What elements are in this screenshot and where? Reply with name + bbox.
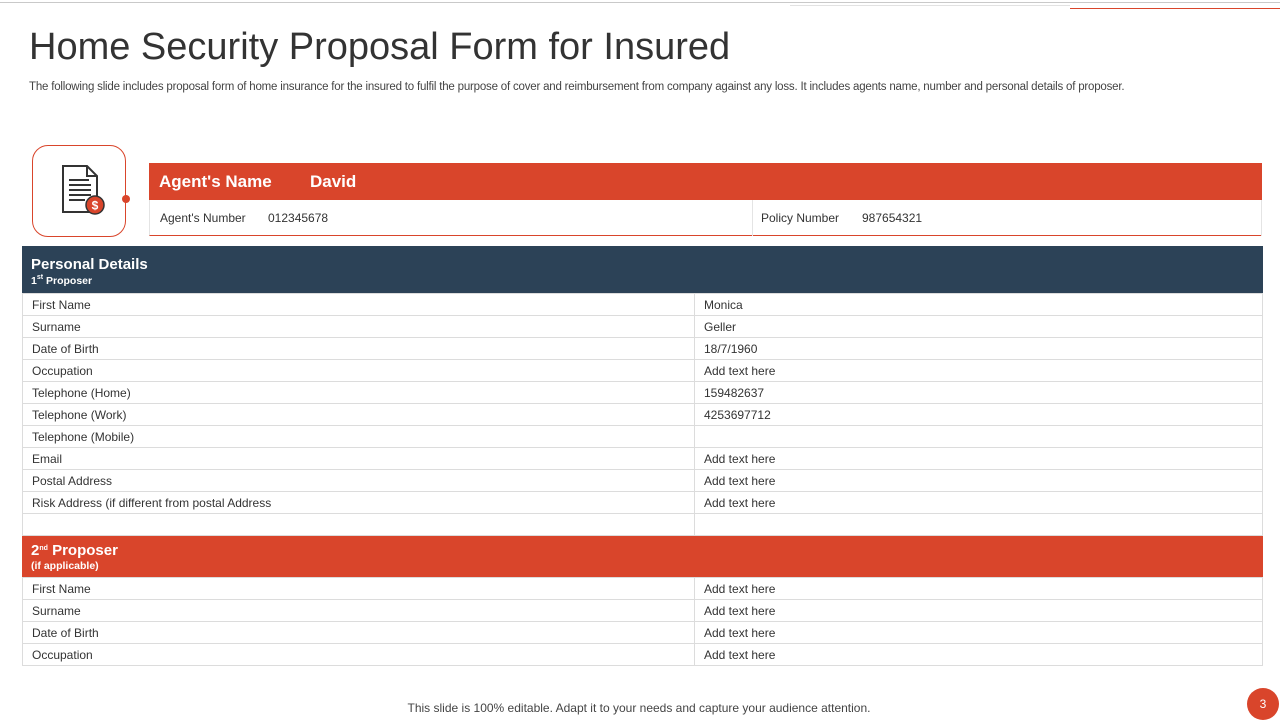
second-proposer-text: Proposer [52, 542, 118, 559]
field-value[interactable]: Add text here [695, 578, 1263, 600]
table-row [23, 622, 1263, 644]
table-row [23, 338, 1263, 360]
second-proposer-header [22, 536, 1263, 577]
field-value[interactable]: 159482637 [695, 382, 1263, 404]
second-proposer-suffix: nd [39, 545, 48, 552]
table-row [23, 600, 1263, 622]
field-value[interactable]: Monica [695, 294, 1263, 316]
field-label: Date of Birth [23, 622, 695, 644]
field-label: Email [23, 448, 695, 470]
table-row [23, 382, 1263, 404]
field-value[interactable]: Add text here [695, 470, 1263, 492]
top-divider [0, 2, 1280, 3]
agent-row-right-border [1261, 200, 1262, 236]
first-proposer-text: Proposer [46, 275, 93, 287]
agent-name-value: David [310, 172, 357, 191]
footer-note: This slide is 100% editable. Adapt it to your needs and capture your audience attention. [407, 701, 871, 715]
first-proposer-subheading [31, 274, 92, 287]
field-label: First Name [23, 578, 695, 600]
personal-details-header [22, 246, 1263, 293]
svg-text:$: $ [91, 198, 99, 213]
table-row [23, 404, 1263, 426]
field-value[interactable]: Add text here [695, 448, 1263, 470]
field-value[interactable]: Add text here [695, 622, 1263, 644]
field-label: Risk Address (if different from postal Address [23, 492, 695, 514]
form-icon-box [32, 145, 126, 237]
field-value[interactable]: Add text here [695, 644, 1263, 666]
table-row [23, 470, 1263, 492]
table-row [23, 448, 1263, 470]
page-number-badge: 3 [1247, 688, 1279, 720]
field-value[interactable] [695, 514, 1263, 536]
table-row [23, 294, 1263, 316]
connector-dot [122, 195, 130, 203]
second-proposer-subheading: (if applicable) [31, 560, 99, 572]
agent-number-label: Agent's Number [160, 211, 246, 225]
policy-number-value: 987654321 [862, 211, 923, 225]
field-label: Date of Birth [23, 338, 695, 360]
table-row [23, 316, 1263, 338]
page-subtitle: The following slide includes proposal form of home insurance for the insured to fulfil the purpose of cover and reimbursement from company against any loss. It includes agents name, number and personal details of proposer. [29, 81, 1125, 93]
field-value[interactable]: 18/7/1960 [695, 338, 1263, 360]
field-value[interactable]: Add text here [695, 492, 1263, 514]
table-row [23, 644, 1263, 666]
field-label: Occupation [23, 644, 695, 666]
field-label: Telephone (Work) [23, 404, 695, 426]
first-proposer-number: 1 [31, 275, 37, 287]
personal-details-table [22, 293, 1263, 536]
field-value[interactable]: Geller [695, 316, 1263, 338]
agent-name-band [149, 163, 1262, 200]
agent-row-divider [752, 200, 753, 236]
table-row [23, 578, 1263, 600]
document-dollar-icon [59, 164, 105, 216]
field-value[interactable]: 4253697712 [695, 404, 1263, 426]
field-label: Occupation [23, 360, 695, 382]
second-proposer-heading [31, 542, 118, 559]
field-value[interactable] [695, 426, 1263, 448]
field-label: Postal Address [23, 470, 695, 492]
top-accent-line [1070, 8, 1280, 9]
first-proposer-suffix: st [36, 274, 44, 281]
agent-name-label: Agent's Name [159, 172, 272, 191]
table-row [23, 514, 1263, 536]
table-row [23, 426, 1263, 448]
field-label: Surname [23, 316, 695, 338]
policy-number-label: Policy Number [761, 211, 840, 225]
field-label: First Name [23, 294, 695, 316]
field-label: Surname [23, 600, 695, 622]
field-value[interactable]: Add text here [695, 600, 1263, 622]
agent-number-value: 012345678 [268, 211, 329, 225]
field-value[interactable]: Add text here [695, 360, 1263, 382]
top-gray-line [790, 5, 1070, 6]
agent-details-row [149, 200, 1262, 236]
table-row [23, 360, 1263, 382]
page-title: Home Security Proposal Form for Insured [29, 26, 731, 68]
field-label: Telephone (Home) [23, 382, 695, 404]
field-label: Telephone (Mobile) [23, 426, 695, 448]
table-row [23, 492, 1263, 514]
field-label [23, 514, 695, 536]
personal-details-heading: Personal Details [31, 256, 148, 273]
second-proposer-number: 2 [31, 542, 40, 559]
second-proposer-table [22, 577, 1263, 666]
